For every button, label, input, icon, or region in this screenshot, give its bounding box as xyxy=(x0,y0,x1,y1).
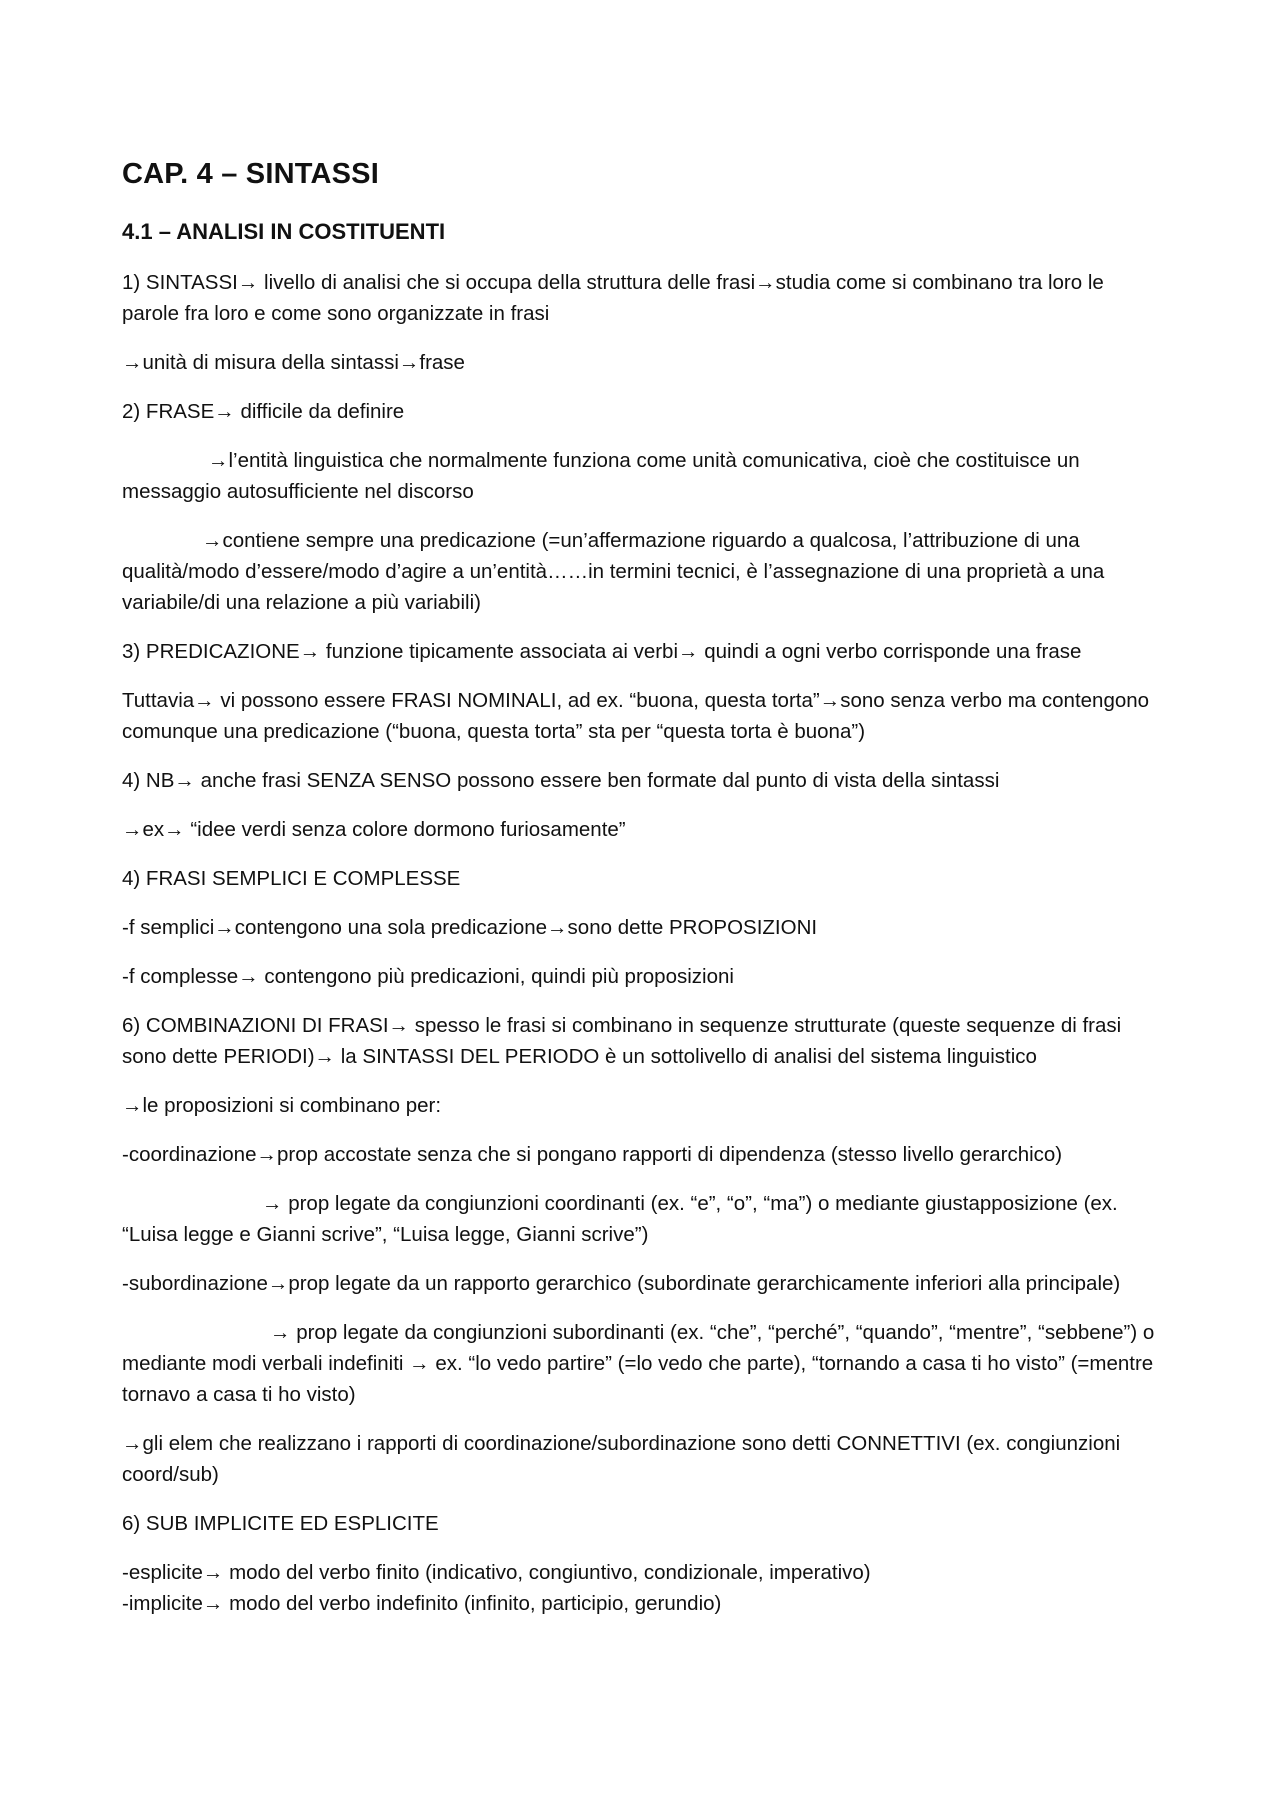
paragraph-esempio: →ex→ “idee verdi senza colore dormono furiosamente” xyxy=(122,818,626,841)
paragraph-f-complesse: -f complesse→ contengono più predicazioni, quindi più proposizioni xyxy=(122,965,734,988)
paragraph-subordinanti: → prop legate da congiunzioni subordinanti (ex. “che”, “perché”, “quando”, “mentre”, “sebbene”) o mediante modi verbali indefiniti → ex. “lo vedo partire” (=lo vedo che parte), “tornando a casa ti ho visto” (=mentre tornavo a casa ti ho visto) xyxy=(122,1321,1155,1406)
paragraph-unita-misura: →unità di misura della sintassi→frase xyxy=(122,351,465,374)
chapter-title: CAP. 4 – SINTASSI xyxy=(122,158,379,190)
paragraph-frasi-nominali: Tuttavia→ vi possono essere FRASI NOMINALI, ad ex. “buona, questa torta”→sono senza verbo ma contengono comunque una predicazione (“buona, questa torta” sta per “questa torta è buona”) xyxy=(122,689,1150,743)
paragraph-sintassi: 1) SINTASSI→ livello di analisi che si occupa della struttura delle frasi→studia come si combinano tra loro le parole fra loro e come sono organizzate in frasi xyxy=(122,271,1104,325)
paragraph-frase-entita: →l’entità linguistica che normalmente funziona come unità comunicativa, cioè che costituisce un messaggio autosufficiente nel discorso xyxy=(122,449,1080,503)
paragraph-nb-senza-senso: 4) NB→ anche frasi SENZA SENSO possono essere ben formate dal punto di vista della sintassi xyxy=(122,769,1000,792)
paragraph-combinano-per: →le proposizioni si combinano per: xyxy=(122,1094,442,1117)
paragraph-implicite: -implicite→ modo del verbo indefinito (infinito, participio, gerundio) xyxy=(122,1592,722,1615)
paragraph-coordinanti: → prop legate da congiunzioni coordinanti (ex. “e”, “o”, “ma”) o mediante giustapposizione (ex. “Luisa legge e Gianni scrive”, “Luisa legge, Gianni scrive”) xyxy=(122,1192,1118,1246)
paragraph-esplicite: -esplicite→ modo del verbo finito (indicativo, congiuntivo, condizionale, imperativo) xyxy=(122,1561,871,1584)
paragraph-subordinazione: -subordinazione→prop legate da un rapporto gerarchico (subordinate gerarchicamente inferiori alla principale) xyxy=(122,1272,1121,1295)
paragraph-coordinazione: -coordinazione→prop accostate senza che si pongano rapporti di dipendenza (stesso livello gerarchico) xyxy=(122,1143,1063,1166)
section-title: 4.1 – ANALISI IN COSTITUENTI xyxy=(122,219,446,244)
paragraph-predicazione: 3) PREDICAZIONE→ funzione tipicamente associata ai verbi→ quindi a ogni verbo corrisponde una frase xyxy=(122,640,1082,663)
paragraph-frasi-semplici-complesse: 4) FRASI SEMPLICI E COMPLESSE xyxy=(122,867,461,890)
paragraph-combinazioni: 6) COMBINAZIONI DI FRASI→ spesso le frasi si combinano in sequenze strutturate (queste sequenze di frasi sono dette PERIODI)→ la SINTASSI DEL PERIODO è un sottolivello di analisi del sistema linguistico xyxy=(122,1014,1122,1068)
paragraph-connettivi: →gli elem che realizzano i rapporti di coordinazione/subordinazione sono detti CONNETTIVI (ex. congiunzioni coord/sub) xyxy=(122,1432,1121,1486)
paragraph-f-semplici: -f semplici→contengono una sola predicazione→sono dette PROPOSIZIONI xyxy=(122,916,818,939)
paragraph-frase: 2) FRASE→ difficile da definire xyxy=(122,400,405,423)
paragraph-frase-predicazione: →contiene sempre una predicazione (=un’affermazione riguardo a qualcosa, l’attribuzione di una qualità/modo d’essere/modo d’agire a un’entità……in termini tecnici, è l’assegnazione di una proprietà a una variabile/di una relazione a più variabili) xyxy=(122,529,1105,614)
paragraph-sub-implicite-esplicite: 6) SUB IMPLICITE ED ESPLICITE xyxy=(122,1512,439,1535)
